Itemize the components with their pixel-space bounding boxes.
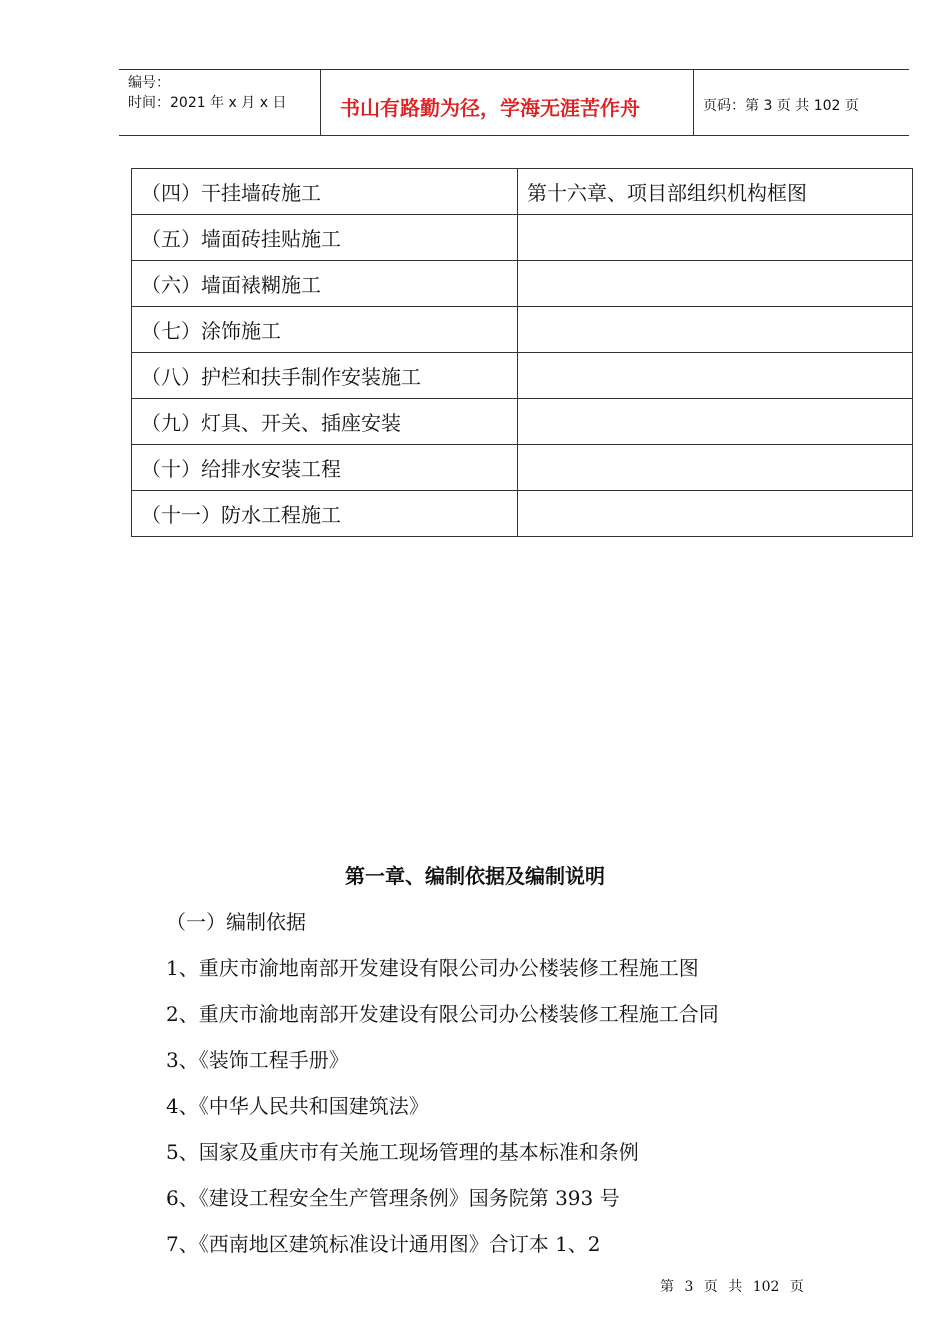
toc-cell-right (518, 491, 913, 537)
basis-item: 3、《装饰工程手册》 (166, 1048, 349, 1072)
basis-item: 2、重庆市渝地南部开发建设有限公司办公楼装修工程施工合同 (166, 1002, 719, 1026)
basis-item: 5、国家及重庆市有关施工现场管理的基本标准和条例 (166, 1140, 639, 1164)
toc-cell-left: （八）护栏和扶手制作安装施工 (132, 353, 518, 399)
toc-row (132, 169, 913, 215)
chapter-title: 第一章、编制依据及编制说明 (345, 864, 605, 888)
basis-item: 6、《建设工程安全生产管理条例》国务院第 393 号 (166, 1186, 620, 1210)
toc-cell-right (518, 215, 913, 261)
toc-cell-left: （五）墙面砖挂贴施工 (132, 215, 518, 261)
toc-cell-right (518, 261, 913, 307)
footer-page-number: 第 3 页 共 102 页 (660, 1279, 804, 1295)
header-motto: 书山有路勤为径，学海无涯苦作舟 (340, 96, 640, 120)
section-heading: （一）编制依据 (166, 910, 306, 934)
header-time-label: 时间：2021 年 x 月 x 日 (128, 95, 287, 111)
toc-row (132, 307, 913, 353)
toc-cell-left: （六）墙面裱糊施工 (132, 261, 518, 307)
toc-row (132, 215, 913, 261)
toc-row (132, 399, 913, 445)
header-divider-1 (320, 69, 321, 136)
header-top-rule (119, 69, 909, 70)
toc-cell-right (518, 399, 913, 445)
toc-row (132, 491, 913, 537)
toc-cell-right (518, 353, 913, 399)
header-bottom-rule (119, 135, 909, 136)
header-page-info: 页码：第 3 页 共 102 页 (703, 98, 859, 114)
toc-cell-left: （四）干挂墙砖施工 (132, 169, 518, 215)
basis-item: 4、《中华人民共和国建筑法》 (166, 1094, 429, 1118)
toc-table (131, 168, 913, 537)
toc-cell-right (518, 445, 913, 491)
header-divider-2 (693, 69, 694, 136)
toc-cell-left: （十一）防水工程施工 (132, 491, 518, 537)
toc-cell-left: （十）给排水安装工程 (132, 445, 518, 491)
toc-row (132, 445, 913, 491)
header-number-label: 编号： (128, 75, 170, 91)
toc-row (132, 261, 913, 307)
toc-cell-right (518, 307, 913, 353)
toc-cell-left: （九）灯具、开关、插座安装 (132, 399, 518, 445)
toc-row (132, 353, 913, 399)
basis-item: 7、《西南地区建筑标准设计通用图》合订本 1、2 (166, 1232, 601, 1256)
toc-cell-right: 第十六章、项目部组织机构框图 (518, 169, 913, 215)
basis-item: 1、重庆市渝地南部开发建设有限公司办公楼装修工程施工图 (166, 956, 699, 980)
toc-cell-left: （七）涂饰施工 (132, 307, 518, 353)
